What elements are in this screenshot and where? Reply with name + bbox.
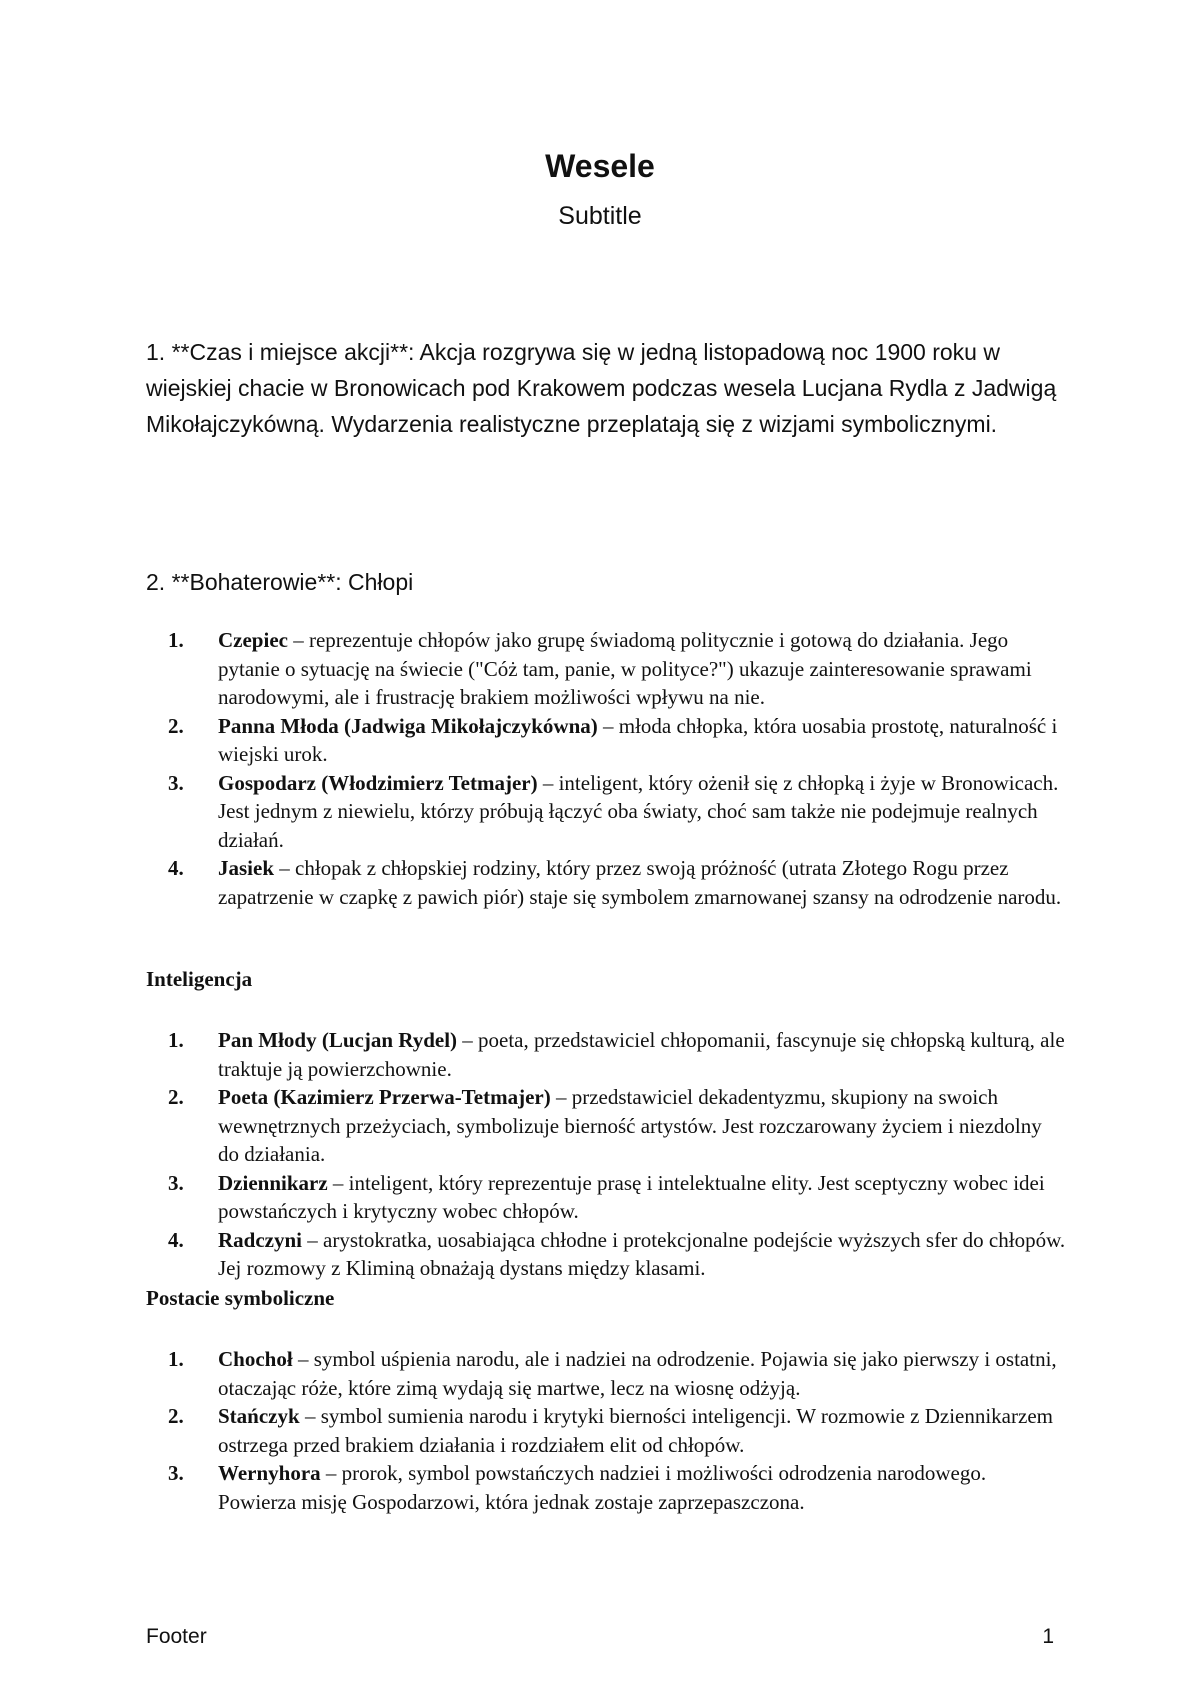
character-description: – inteligent, który ożenił się z chłopką i żyje w Bronowicach. Jest jednym z niewielu, którzy próbują łączyć oba światy, choć sam także nie podejmuje realnych działań. bbox=[218, 770, 1059, 852]
character-name: Czepiec bbox=[218, 628, 288, 652]
character-name: Chochoł bbox=[218, 1347, 293, 1371]
document-subtitle: Subtitle bbox=[558, 202, 642, 230]
character-description: – reprezentuje chłopów jako grupę świadomą politycznie i gotową do działania. Jego pytanie o sytuację na świecie ("Cóż tam, panie, w polityce?") ukazuje zainteresowanie sprawami narodowymi, ale i frustrację brakiem możliwości wpływu na nie. bbox=[218, 628, 1032, 709]
list-number: 4. bbox=[168, 856, 184, 880]
character-name: Poeta (Kazimierz Przerwa-Tetmajer) bbox=[218, 1085, 551, 1109]
list-item bbox=[146, 1169, 1066, 1226]
list-number: 1. bbox=[168, 1028, 184, 1052]
document-title: Wesele bbox=[545, 148, 655, 184]
list-item bbox=[146, 712, 1066, 769]
character-name: Wernyhora bbox=[218, 1461, 321, 1485]
list-item bbox=[146, 854, 1066, 911]
character-description: – inteligent, który reprezentuje prasę i intelektualne elity. Jest sceptyczny wobec idei powstańczych i krytyczny wobec chłopów. bbox=[218, 1170, 1045, 1223]
character-name: Radczyni bbox=[218, 1227, 302, 1252]
intelligentsia-list-block bbox=[146, 1026, 1066, 1283]
paragraph-time-place: 1. **Czas i miejsce akcji**: Akcja rozgrywa się w jedną listopadową noc 1900 roku w wiejskiej chacie w Bronowicach pod Krakowem podczas wesela Lucjana Rydla z Jadwigą Mikołajczykówną. Wydarzenia realistyczne przeplatają się z wizjami symbolicznymi. bbox=[146, 339, 1057, 437]
character-name: Gospodarz (Włodzimierz Tetmajer) bbox=[218, 770, 538, 795]
character-name: Jasiek bbox=[218, 856, 275, 880]
character-description: – młoda chłopka, która uosabia prostotę, naturalność i wiejski urok. bbox=[218, 713, 1058, 766]
list-number: 3. bbox=[168, 1170, 184, 1195]
list-number: 1. bbox=[168, 628, 184, 652]
section-heading-symbolic: Postacie symboliczne bbox=[146, 1286, 335, 1310]
character-description: – przedstawiciel dekadentyzmu, skupiony na swoich wewnętrznych przeżyciach, symbolizuje bierność artystów. Jest rozczarowany życiem i niezdolny do działania. bbox=[218, 1085, 1042, 1166]
list-item bbox=[146, 1026, 1066, 1083]
character-description: – chłopak z chłopskiej rodziny, który przez swoją próżność (utrata Złotego Rogu przez zapatrzenie w czapkę z pawich piór) staje się symbolem zmarnowanej szansy na odrodzenie narodu. bbox=[218, 856, 1062, 909]
list-item bbox=[146, 1083, 1066, 1169]
list-number: 3. bbox=[168, 1461, 184, 1485]
character-name: Panna Młoda (Jadwiga Mikołajczykówna) bbox=[218, 713, 598, 738]
page-number: 1 bbox=[1042, 1625, 1054, 1648]
peasants-list-block bbox=[146, 626, 1066, 911]
list-number: 2. bbox=[168, 713, 184, 738]
symbolic-heading-block bbox=[146, 1284, 1066, 1313]
list-item bbox=[146, 1226, 1066, 1283]
character-name: Stańczyk bbox=[218, 1404, 300, 1428]
character-name: Pan Młody (Lucjan Rydel) bbox=[218, 1028, 458, 1052]
list-item bbox=[146, 1345, 1066, 1402]
list-item bbox=[146, 769, 1066, 855]
footer-text: Footer bbox=[146, 1625, 207, 1648]
symbolic-list bbox=[146, 1345, 1066, 1516]
list-item bbox=[146, 626, 1066, 712]
peasants-list bbox=[146, 626, 1066, 911]
character-description: – symbol sumienia narodu i krytyki bierności inteligencji. W rozmowie z Dziennikarzem ostrzega przed brakiem działania i rozdziałem elit od chłopów. bbox=[218, 1404, 1053, 1457]
intelligentsia-heading-block bbox=[146, 965, 1066, 994]
symbolic-list-block bbox=[146, 1345, 1066, 1516]
paragraph-characters-heading: 2. **Bohaterowie**: Chłopi bbox=[146, 569, 414, 595]
intelligentsia-list bbox=[146, 1026, 1066, 1283]
list-number: 1. bbox=[168, 1347, 184, 1371]
list-item bbox=[146, 1459, 1066, 1516]
character-description: – symbol uśpienia narodu, ale i nadziei na odrodzenie. Pojawia się jako pierwszy i ostatni, otaczając róże, które zimą wydają się martwe, lecz na wiosnę odżyją. bbox=[218, 1347, 1057, 1400]
list-number: 2. bbox=[168, 1085, 184, 1109]
list-number: 4. bbox=[168, 1227, 184, 1252]
character-description: – arystokratka, uosabiająca chłodne i protekcjonalne podejście wyższych sfer do chłopów. Jej rozmowy z Kliminą obnażają dystans między klasami. bbox=[218, 1227, 1066, 1280]
character-name: Dziennikarz bbox=[218, 1170, 328, 1195]
character-description: – prorok, symbol powstańczych nadziei i możliwości odrodzenia narodowego. Powierza misję Gospodarzowi, która jednak zostaje zaprzepaszczona. bbox=[218, 1461, 987, 1514]
section-heading-intelligentsia: Inteligencja bbox=[146, 967, 253, 991]
list-item bbox=[146, 1402, 1066, 1459]
list-number: 3. bbox=[168, 770, 184, 795]
list-number: 2. bbox=[168, 1404, 184, 1428]
character-description: – poeta, przedstawiciel chłopomanii, fascynuje się chłopską kulturą, ale traktuje ją powierzchownie. bbox=[218, 1028, 1065, 1081]
